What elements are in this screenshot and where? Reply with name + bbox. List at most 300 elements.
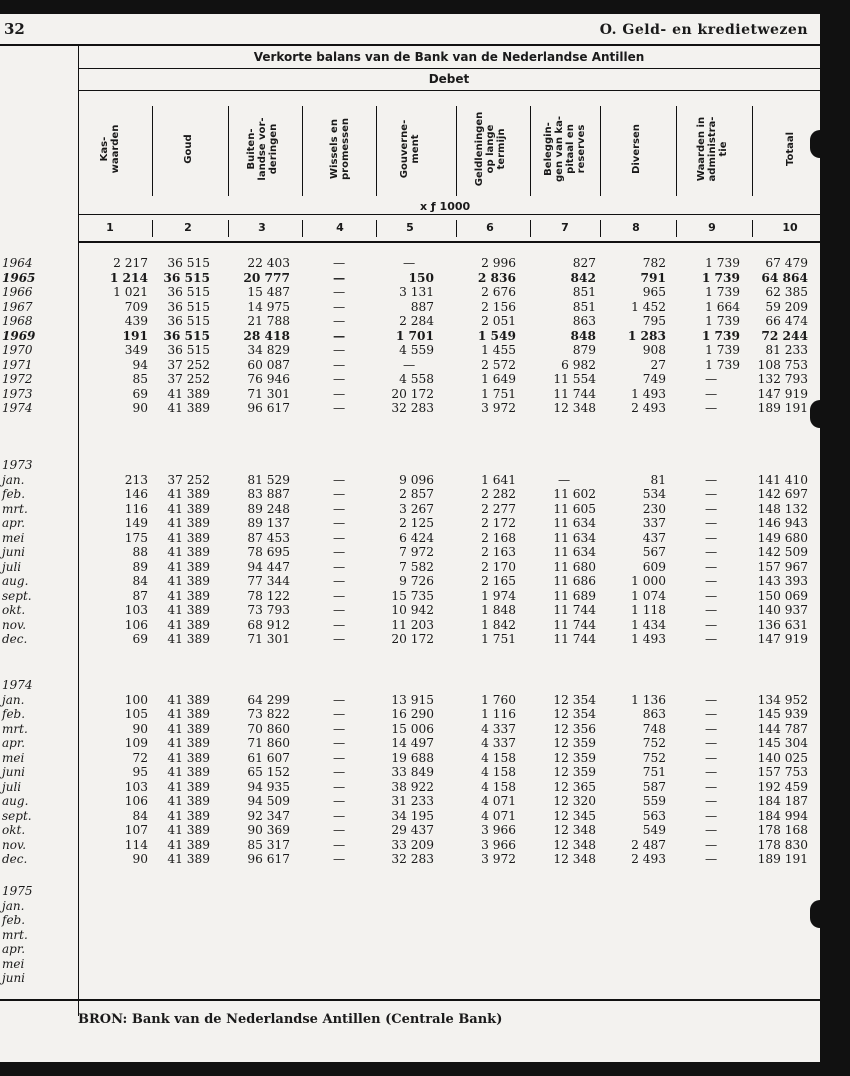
column-number: 3 — [258, 221, 266, 234]
row-label: mrt. — [2, 501, 28, 516]
table-cell: — — [333, 837, 346, 852]
row-group — [0, 678, 820, 867]
column-separator — [152, 106, 153, 196]
table-cell: — — [705, 530, 718, 545]
column-separator — [752, 106, 753, 196]
table-cell: 11 554 — [553, 372, 596, 386]
debet-label: Debet — [428, 72, 470, 86]
table-cell: 29 437 — [391, 823, 434, 837]
table-cell: 9 096 — [399, 472, 434, 487]
document-page — [0, 14, 820, 1062]
table-cell: — — [705, 559, 718, 574]
table-cell: 12 359 — [553, 765, 596, 779]
table-cell: 178 168 — [757, 823, 808, 837]
table-cell: 4 558 — [399, 372, 434, 386]
table-row — [0, 560, 820, 575]
table-cell: 192 459 — [757, 779, 808, 794]
table-cell: 69 — [132, 632, 148, 646]
table-cell: — — [705, 736, 718, 750]
table-cell: 11 634 — [553, 545, 596, 559]
table-cell: 149 — [124, 516, 148, 530]
column-number-separator — [530, 220, 531, 237]
table-cell: — — [333, 823, 346, 837]
table-row — [0, 545, 820, 560]
table-cell: 609 — [642, 559, 666, 574]
table-cell: 12 359 — [553, 750, 596, 765]
column-header-5: Gouverne- ment — [399, 119, 421, 179]
table-row — [0, 300, 820, 315]
table-cell: 36 515 — [163, 270, 210, 285]
group-heading: 1973 — [2, 458, 33, 472]
table-cell: 1 751 — [481, 386, 516, 401]
column-header-6: Geldleningen op lange termijn — [473, 111, 507, 187]
table-cell: 2 163 — [481, 545, 516, 559]
row-label: jan. — [2, 472, 25, 487]
row-label: 1971 — [2, 357, 33, 372]
table-cell: 184 187 — [757, 794, 808, 808]
table-cell: — — [333, 574, 346, 588]
table-cell: 20 172 — [391, 632, 434, 646]
table-cell: 748 — [642, 721, 666, 736]
table-row — [0, 358, 820, 373]
table-cell: 37 252 — [167, 357, 210, 372]
table-cell: — — [403, 256, 416, 270]
table-cell: 12 354 — [553, 692, 596, 707]
table-cell: 142 697 — [757, 487, 808, 501]
table-row — [0, 852, 820, 867]
table-cell: 2 156 — [481, 299, 516, 314]
column-number-separator — [302, 220, 303, 237]
table-cell: 1 751 — [481, 632, 516, 646]
table-row — [0, 589, 820, 604]
table-cell: — — [403, 357, 416, 372]
table-cell: 842 — [570, 270, 596, 285]
table-cell: 36 515 — [167, 314, 210, 328]
table-cell: 11 634 — [553, 516, 596, 530]
row-label: feb. — [2, 487, 26, 501]
table-cell: — — [333, 765, 346, 779]
table-row — [0, 823, 820, 838]
table-cell: — — [705, 837, 718, 852]
column-header-9: Waarden in administra- tie — [695, 116, 729, 182]
table-cell: 12 348 — [553, 837, 596, 852]
table-cell: — — [705, 707, 718, 721]
table-cell: 11 744 — [553, 617, 596, 632]
table-row — [0, 574, 820, 589]
table-cell: — — [705, 823, 718, 837]
table-cell: 41 389 — [167, 487, 210, 501]
table-cell: 105 — [124, 707, 148, 721]
binding-hole — [810, 400, 820, 428]
column-number: 5 — [406, 221, 414, 234]
table-cell: — — [333, 632, 346, 646]
table-cell: 106 — [124, 794, 148, 808]
table-cell: — — [705, 545, 718, 559]
row-label: okt. — [2, 823, 26, 837]
table-cell: 41 389 — [167, 852, 210, 866]
row-label: 1967 — [2, 299, 33, 314]
table-cell: 36 515 — [167, 285, 210, 299]
table-cell: 34 829 — [247, 343, 290, 357]
table-cell: 175 — [124, 530, 148, 545]
table-cell: 4 071 — [481, 808, 516, 823]
table-cell: 12 345 — [553, 808, 596, 823]
table-cell: 36 515 — [163, 328, 210, 343]
table-cell: 1 739 — [701, 328, 740, 343]
table-cell: 62 385 — [765, 285, 808, 299]
table-cell: 41 389 — [167, 692, 210, 707]
table-cell: — — [705, 516, 718, 530]
table-cell: 1 074 — [631, 588, 666, 603]
table-cell: 1 455 — [481, 343, 516, 357]
table-row — [0, 401, 820, 416]
table-cell: 22 403 — [247, 256, 290, 270]
column-number-separator — [456, 220, 457, 237]
table-cell: 41 389 — [167, 794, 210, 808]
column-header-10: Totaal — [784, 131, 796, 167]
table-cell: 191 — [122, 328, 148, 343]
column-separator — [228, 106, 229, 196]
table-cell: 68 912 — [247, 617, 290, 632]
table-cell: 41 389 — [167, 516, 210, 530]
table-cell: 2 487 — [631, 837, 666, 852]
column-number: 9 — [708, 221, 716, 234]
table-cell: 1 974 — [481, 588, 516, 603]
table-row — [0, 487, 820, 502]
table-cell: 41 389 — [167, 588, 210, 603]
table-cell: — — [333, 386, 346, 401]
table-cell: — — [333, 372, 346, 386]
table-cell: 96 617 — [247, 852, 290, 866]
table-row — [0, 502, 820, 517]
column-separator — [600, 106, 601, 196]
table-cell: 2 996 — [481, 256, 516, 270]
column-number: 10 — [782, 221, 798, 234]
table-cell: 749 — [642, 372, 666, 386]
table-cell: 70 860 — [247, 721, 290, 736]
table-cell: — — [558, 472, 571, 487]
table-cell: 2 836 — [477, 270, 516, 285]
table-cell: 11 744 — [553, 386, 596, 401]
table-cell: 114 — [124, 837, 148, 852]
table-cell: 157 753 — [757, 765, 808, 779]
table-cell: 41 389 — [167, 401, 210, 415]
row-group — [0, 256, 820, 416]
table-cell: 41 389 — [167, 721, 210, 736]
row-label: sept. — [2, 588, 32, 603]
table-row — [0, 618, 820, 633]
table-cell: 36 515 — [167, 343, 210, 357]
table-cell: 1 739 — [701, 270, 740, 285]
table-cell: — — [333, 299, 346, 314]
page-number: 32 — [4, 20, 25, 38]
table-cell: 10 942 — [391, 603, 434, 617]
table-cell: — — [333, 270, 346, 285]
table-cell: 1 739 — [705, 357, 740, 372]
table-cell: 34 195 — [391, 808, 434, 823]
table-cell: 143 393 — [757, 574, 808, 588]
table-cell: 15 006 — [391, 721, 434, 736]
table-cell: 96 617 — [247, 401, 290, 415]
table-cell: 11 744 — [553, 603, 596, 617]
column-number: 4 — [336, 221, 344, 234]
table-row — [0, 736, 820, 751]
table-cell: 1 842 — [481, 617, 516, 632]
table-cell: — — [705, 721, 718, 736]
table-cell: — — [705, 588, 718, 603]
table-cell: 12 348 — [553, 401, 596, 415]
table-cell: 41 389 — [167, 545, 210, 559]
table-cell: 27 — [650, 357, 666, 372]
table-row — [0, 632, 820, 647]
column-header-1: Kas- waarden — [99, 124, 121, 174]
table-cell: 157 967 — [757, 559, 808, 574]
table-row — [0, 516, 820, 531]
binding-hole — [810, 130, 820, 158]
table-cell: 78 695 — [247, 545, 290, 559]
row-label: mrt. — [2, 721, 28, 736]
table-cell: 103 — [124, 779, 148, 794]
table-cell: 12 359 — [553, 736, 596, 750]
table-cell: 2 125 — [399, 516, 434, 530]
table-cell: 69 — [132, 386, 148, 401]
table-cell: 136 631 — [757, 617, 808, 632]
table-cell: 144 787 — [757, 721, 808, 736]
table-cell: — — [333, 736, 346, 750]
table-cell: 72 244 — [761, 328, 808, 343]
unit-label: x ƒ 1000 — [420, 200, 471, 213]
column-header-7: Beleggin- gen van ka- pitaal en reserves — [543, 116, 587, 182]
row-label: juni — [2, 971, 26, 985]
table-cell: 103 — [124, 603, 148, 617]
table-cell: 41 389 — [167, 632, 210, 646]
table-cell: 1 760 — [481, 692, 516, 707]
table-cell: — — [705, 574, 718, 588]
table-cell: — — [333, 750, 346, 765]
table-cell: 146 — [124, 487, 148, 501]
table-cell: 827 — [572, 256, 596, 270]
table-cell: — — [705, 750, 718, 765]
table-cell: 94 — [132, 357, 148, 372]
row-label: 1970 — [2, 343, 33, 357]
table-cell: 2 572 — [481, 357, 516, 372]
column-number-separator — [376, 220, 377, 237]
table-cell: 36 515 — [167, 299, 210, 314]
top-rule — [0, 44, 820, 46]
table-row — [0, 693, 820, 708]
table-cell: 709 — [124, 299, 148, 314]
table-cell: — — [333, 328, 346, 343]
row-label: okt. — [2, 603, 26, 617]
table-cell: 1 021 — [113, 285, 148, 299]
column-number-separator — [752, 220, 753, 237]
table-cell: 90 — [132, 852, 148, 866]
row-label: apr. — [2, 736, 26, 750]
table-cell: 848 — [570, 328, 596, 343]
table-cell: — — [333, 794, 346, 808]
title-rule — [78, 68, 820, 69]
column-number-separator — [152, 220, 153, 237]
table-cell: 41 389 — [167, 707, 210, 721]
table-cell: 1 283 — [627, 328, 666, 343]
table-cell: 76 946 — [247, 372, 290, 386]
table-row — [0, 314, 820, 329]
table-row — [0, 603, 820, 618]
table-cell: 77 344 — [247, 574, 290, 588]
table-cell: 141 410 — [757, 472, 808, 487]
table-cell: 4 337 — [481, 736, 516, 750]
table-cell: 84 — [132, 574, 148, 588]
table-cell: 7 582 — [399, 559, 434, 574]
table-cell: 147 919 — [757, 632, 808, 646]
table-cell: 1 493 — [631, 386, 666, 401]
table-cell: 851 — [572, 299, 596, 314]
table-row — [0, 722, 820, 737]
table-cell: 41 389 — [167, 559, 210, 574]
row-label: apr. — [2, 516, 26, 530]
table-row — [0, 343, 820, 358]
row-label: mei — [2, 750, 25, 765]
table-cell: 6 424 — [399, 530, 434, 545]
table-cell: 3 966 — [481, 837, 516, 852]
table-cell: 11 686 — [553, 574, 596, 588]
table-cell: 94 447 — [247, 559, 290, 574]
table-cell: 1 493 — [631, 632, 666, 646]
row-group — [0, 458, 820, 647]
table-cell: — — [333, 256, 346, 270]
table-cell: 4 158 — [481, 750, 516, 765]
table-cell: 87 — [132, 588, 148, 603]
table-cell: 4 559 — [399, 343, 434, 357]
row-label: 1974 — [2, 401, 33, 415]
table-cell: 795 — [642, 314, 666, 328]
table-cell: 879 — [572, 343, 596, 357]
table-cell: 15 487 — [247, 285, 290, 299]
table-cell: 1 214 — [109, 270, 148, 285]
row-label: juli — [2, 779, 22, 794]
table-cell: 106 — [124, 617, 148, 632]
table-cell: 146 943 — [757, 516, 808, 530]
row-label: 1966 — [2, 285, 33, 299]
table-cell: 437 — [642, 530, 666, 545]
table-cell: — — [333, 343, 346, 357]
row-label: aug. — [2, 574, 29, 588]
table-cell: 3 131 — [399, 285, 434, 299]
table-cell: 20 777 — [243, 270, 290, 285]
table-cell: 19 688 — [391, 750, 434, 765]
table-cell: 16 290 — [391, 707, 434, 721]
column-numbers-rule — [78, 241, 820, 243]
row-label: nov. — [2, 617, 27, 632]
table-cell: 41 389 — [167, 603, 210, 617]
table-cell: 41 389 — [167, 779, 210, 794]
binding-hole — [810, 900, 820, 928]
table-row — [0, 372, 820, 387]
table-cell: 90 369 — [247, 823, 290, 837]
table-cell: 41 389 — [167, 530, 210, 545]
table-cell: 59 209 — [765, 299, 808, 314]
table-row — [0, 329, 820, 344]
table-cell: — — [705, 401, 718, 415]
table-cell: 1 452 — [631, 299, 666, 314]
table-cell: 84 — [132, 808, 148, 823]
table-cell: 107 — [124, 823, 148, 837]
table-cell: 2 676 — [481, 285, 516, 299]
table-row — [0, 531, 820, 546]
table-cell: 73 822 — [247, 707, 290, 721]
table-cell: — — [333, 501, 346, 516]
row-label: 1965 — [2, 270, 36, 285]
table-cell: — — [705, 501, 718, 516]
table-cell: — — [333, 472, 346, 487]
table-row — [0, 957, 820, 972]
table-cell: 2 493 — [631, 852, 666, 866]
row-label: juni — [2, 545, 26, 559]
table-cell: 32 283 — [391, 401, 434, 415]
table-cell: 11 680 — [553, 559, 596, 574]
table-cell: 83 887 — [247, 487, 290, 501]
table-cell: 863 — [572, 314, 596, 328]
table-cell: 89 137 — [247, 516, 290, 530]
row-label: mrt. — [2, 927, 28, 942]
table-cell: — — [705, 765, 718, 779]
table-cell: 41 389 — [167, 808, 210, 823]
table-cell: 4 337 — [481, 721, 516, 736]
table-cell: 1 118 — [631, 603, 666, 617]
table-row — [0, 780, 820, 795]
table-cell: 782 — [642, 256, 666, 270]
table-cell: — — [333, 401, 346, 415]
table-cell: 12 348 — [553, 852, 596, 866]
table-row — [0, 285, 820, 300]
table-cell: 15 735 — [391, 588, 434, 603]
column-separator — [676, 106, 677, 196]
table-cell: 41 389 — [167, 574, 210, 588]
table-row — [0, 899, 820, 914]
table-cell: — — [333, 588, 346, 603]
table-cell: 752 — [642, 750, 666, 765]
table-cell: 230 — [642, 501, 666, 516]
table-row — [0, 928, 820, 943]
table-cell: 116 — [124, 501, 148, 516]
table-row — [0, 809, 820, 824]
table-cell: — — [333, 314, 346, 328]
table-row — [0, 271, 820, 286]
group-heading: 1974 — [2, 678, 33, 692]
table-cell: 189 191 — [757, 401, 808, 415]
table-cell: 87 453 — [247, 530, 290, 545]
table-cell: 140 025 — [757, 750, 808, 765]
table-cell: 31 233 — [391, 794, 434, 808]
table-cell: 71 860 — [247, 736, 290, 750]
table-cell: 1 701 — [395, 328, 434, 343]
table-cell: 12 348 — [553, 823, 596, 837]
table-cell: 4 158 — [481, 765, 516, 779]
table-cell: 60 087 — [247, 357, 290, 372]
table-cell: 37 252 — [167, 372, 210, 386]
table-cell: 965 — [642, 285, 666, 299]
chapter-title: O. Geld- en kredietwezen — [599, 22, 808, 38]
table-cell: 752 — [642, 736, 666, 750]
table-cell: — — [333, 721, 346, 736]
table-cell: 41 389 — [167, 823, 210, 837]
table-cell: 85 317 — [247, 837, 290, 852]
table-cell: 81 529 — [247, 472, 290, 487]
table-cell: — — [705, 779, 718, 794]
table-cell: 2 284 — [399, 314, 434, 328]
row-label: aug. — [2, 794, 29, 808]
table-cell: 887 — [410, 299, 434, 314]
